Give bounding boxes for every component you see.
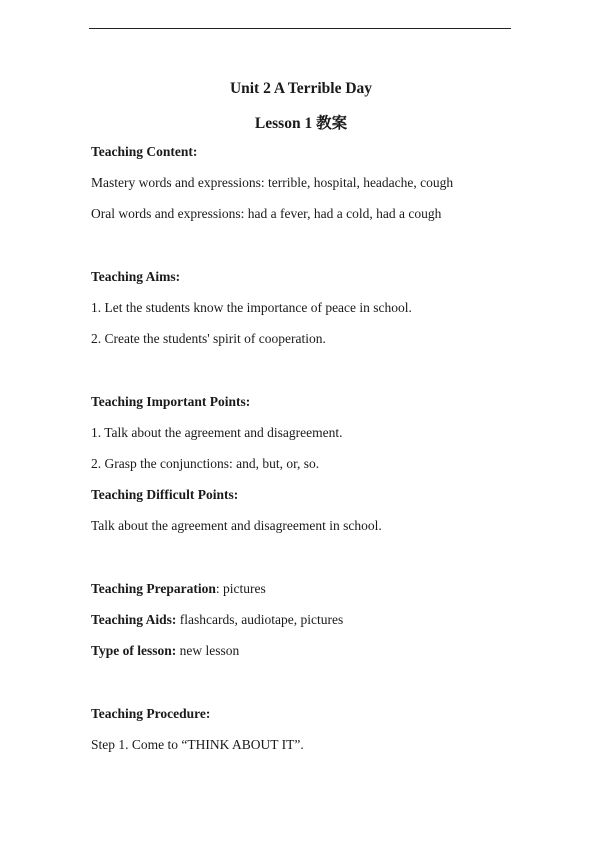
mastery-words-line: Mastery words and expressions: terrible, hospital, headache, cough	[91, 175, 454, 190]
important-point-1: 1. Talk about the agreement and disagreement.	[91, 425, 343, 440]
aids-line	[91, 612, 343, 628]
document-title: Unit 2 A Terrible Day	[229, 80, 373, 97]
procedure-heading: Teaching Procedure:	[91, 706, 211, 721]
lesson-type-value: new lesson	[176, 643, 240, 658]
aids-label: Teaching Aids:	[91, 612, 177, 627]
header-rule	[89, 28, 511, 29]
teaching-aims-heading: Teaching Aims:	[91, 269, 181, 284]
lesson-type-line	[91, 643, 239, 659]
preparation-line	[91, 581, 266, 597]
important-points-heading: Teaching Important Points:	[91, 394, 251, 409]
preparation-label: Teaching Preparation	[91, 581, 216, 596]
preparation-value: : pictures	[215, 581, 266, 596]
lesson-type-label: Type of lesson:	[91, 643, 177, 658]
teaching-content-heading: Teaching Content:	[91, 144, 198, 159]
aim-item-2: 2. Create the students' spirit of cooperation.	[91, 331, 326, 346]
oral-words-line: Oral words and expressions: had a fever, had a cold, had a cough	[91, 206, 442, 221]
difficult-point-line: Talk about the agreement and disagreement in school.	[91, 518, 382, 533]
lesson-subtitle: Lesson 1 教案	[254, 115, 348, 132]
aids-value: flashcards, audiotape, pictures	[176, 612, 344, 627]
aim-item-1: 1. Let the students know the importance of peace in school.	[91, 300, 412, 315]
procedure-step-1: Step 1. Come to “THINK ABOUT IT”.	[91, 737, 304, 752]
difficult-points-heading: Teaching Difficult Points:	[91, 487, 239, 502]
important-point-2: 2. Grasp the conjunctions: and, but, or, so.	[91, 456, 320, 471]
